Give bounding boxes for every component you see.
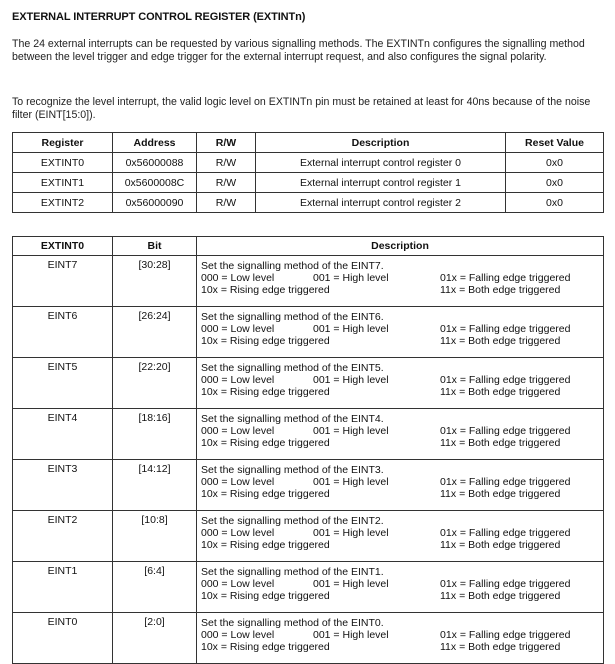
description-block: [197, 358, 603, 405]
option-both: 11x = Both edge triggered: [440, 488, 561, 500]
cell-register: EXTINT2: [13, 193, 113, 213]
table-row: [13, 511, 604, 562]
cell-rw: R/W: [197, 173, 256, 193]
cell-description: [197, 307, 604, 358]
option-both: 11x = Both edge triggered: [440, 590, 561, 602]
option-rising: 10x = Rising edge triggered: [201, 386, 330, 398]
description-block: [197, 511, 603, 558]
cell-bit: [10:8]: [113, 511, 197, 562]
cell-rw: R/W: [197, 193, 256, 213]
option-low: 000 = Low level: [201, 578, 275, 590]
cell-description: [197, 409, 604, 460]
cell-description: [197, 358, 604, 409]
option-rising: 10x = Rising edge triggered: [201, 437, 330, 449]
noise-filter-paragraph: To recognize the level interrupt, the valid logic level on EXTINTn pin must be retained at least for 40ns because of the noise filter (EINT[15:0]).: [12, 96, 591, 121]
option-low: 000 = Low level: [201, 272, 275, 284]
option-high: 001 = High level: [313, 272, 389, 284]
option-low: 000 = Low level: [201, 476, 275, 488]
cell-bit: [14:12]: [113, 460, 197, 511]
desc-line: Set the signalling method of the EINT6.: [201, 311, 384, 323]
table-row: [13, 613, 604, 664]
cell-description: External interrupt control register 0: [256, 153, 506, 173]
option-low: 000 = Low level: [201, 425, 275, 437]
header-description: Description: [256, 133, 506, 153]
header-address: Address: [113, 133, 197, 153]
description-block: [197, 613, 603, 660]
register-table: [12, 132, 604, 213]
table-row: [13, 153, 604, 173]
description-block: [197, 256, 603, 303]
cell-reset-value: 0x0: [506, 173, 604, 193]
header-field: EXTINT0: [13, 237, 113, 256]
option-low: 000 = Low level: [201, 629, 275, 641]
table-row: [13, 193, 604, 213]
option-falling: 01x = Falling edge triggered: [440, 425, 571, 437]
cell-bit: [18:16]: [113, 409, 197, 460]
cell-register: EXTINT1: [13, 173, 113, 193]
desc-line: Set the signalling method of the EINT7.: [201, 260, 384, 272]
cell-bit: [30:28]: [113, 256, 197, 307]
header-register: Register: [13, 133, 113, 153]
desc-line: Set the signalling method of the EINT0.: [201, 617, 384, 629]
cell-bit: [22:20]: [113, 358, 197, 409]
option-both: 11x = Both edge triggered: [440, 386, 561, 398]
cell-description: [197, 562, 604, 613]
table-row: [13, 409, 604, 460]
header-description: Description: [197, 237, 604, 256]
desc-line: Set the signalling method of the EINT5.: [201, 362, 384, 374]
description-block: [197, 460, 603, 507]
cell-field: EINT2: [13, 511, 113, 562]
option-high: 001 = High level: [313, 629, 389, 641]
cell-description: [197, 256, 604, 307]
option-rising: 10x = Rising edge triggered: [201, 641, 330, 653]
cell-rw: R/W: [197, 153, 256, 173]
option-both: 11x = Both edge triggered: [440, 641, 561, 653]
option-falling: 01x = Falling edge triggered: [440, 527, 571, 539]
table-row: [13, 256, 604, 307]
cell-field: EINT6: [13, 307, 113, 358]
option-falling: 01x = Falling edge triggered: [440, 374, 571, 386]
table-row: [13, 460, 604, 511]
cell-register: EXTINT0: [13, 153, 113, 173]
cell-bit: [6:4]: [113, 562, 197, 613]
option-high: 001 = High level: [313, 425, 389, 437]
option-low: 000 = Low level: [201, 374, 275, 386]
table-row: [13, 358, 604, 409]
option-both: 11x = Both edge triggered: [440, 335, 561, 347]
cell-field: EINT4: [13, 409, 113, 460]
option-falling: 01x = Falling edge triggered: [440, 476, 571, 488]
intro-paragraph: The 24 external interrupts can be requested by various signalling methods. The EXTINTn configures the signalling method between the level trigger and edge trigger for the external interrupt request, and also configures the signal polarity.: [12, 38, 585, 63]
option-low: 000 = Low level: [201, 323, 275, 335]
desc-line: Set the signalling method of the EINT4.: [201, 413, 384, 425]
desc-line: Set the signalling method of the EINT3.: [201, 464, 384, 476]
cell-description: External interrupt control register 2: [256, 193, 506, 213]
option-falling: 01x = Falling edge triggered: [440, 578, 571, 590]
option-falling: 01x = Falling edge triggered: [440, 272, 571, 284]
option-rising: 10x = Rising edge triggered: [201, 590, 330, 602]
cell-field: EINT7: [13, 256, 113, 307]
table-row: [13, 562, 604, 613]
cell-bit: [2:0]: [113, 613, 197, 664]
cell-field: EINT3: [13, 460, 113, 511]
cell-description: External interrupt control register 1: [256, 173, 506, 193]
cell-description: [197, 613, 604, 664]
bit-field-table: [12, 236, 604, 664]
option-high: 001 = High level: [313, 476, 389, 488]
description-block: [197, 409, 603, 456]
cell-address: 0x56000088: [113, 153, 197, 173]
option-both: 11x = Both edge triggered: [440, 539, 561, 551]
option-rising: 10x = Rising edge triggered: [201, 335, 330, 347]
description-block: [197, 307, 603, 354]
option-high: 001 = High level: [313, 323, 389, 335]
table-row: [13, 173, 604, 193]
cell-field: EINT5: [13, 358, 113, 409]
option-low: 000 = Low level: [201, 527, 275, 539]
header-reset-value: Reset Value: [506, 133, 604, 153]
option-both: 11x = Both edge triggered: [440, 437, 561, 449]
option-high: 001 = High level: [313, 578, 389, 590]
cell-reset-value: 0x0: [506, 193, 604, 213]
desc-line: Set the signalling method of the EINT1.: [201, 566, 384, 578]
section-title: EXTERNAL INTERRUPT CONTROL REGISTER (EXTINTn): [12, 11, 306, 23]
header-bit: Bit: [113, 237, 197, 256]
cell-description: [197, 511, 604, 562]
cell-address: 0x56000090: [113, 193, 197, 213]
cell-bit: [26:24]: [113, 307, 197, 358]
description-block: [197, 562, 603, 609]
cell-reset-value: 0x0: [506, 153, 604, 173]
option-rising: 10x = Rising edge triggered: [201, 284, 330, 296]
option-falling: 01x = Falling edge triggered: [440, 629, 571, 641]
cell-field: EINT1: [13, 562, 113, 613]
cell-address: 0x5600008C: [113, 173, 197, 193]
option-high: 001 = High level: [313, 527, 389, 539]
cell-field: EINT0: [13, 613, 113, 664]
option-both: 11x = Both edge triggered: [440, 284, 561, 296]
header-rw: R/W: [197, 133, 256, 153]
option-high: 001 = High level: [313, 374, 389, 386]
option-rising: 10x = Rising edge triggered: [201, 488, 330, 500]
option-falling: 01x = Falling edge triggered: [440, 323, 571, 335]
desc-line: Set the signalling method of the EINT2.: [201, 515, 384, 527]
table-row: [13, 307, 604, 358]
cell-description: [197, 460, 604, 511]
option-rising: 10x = Rising edge triggered: [201, 539, 330, 551]
